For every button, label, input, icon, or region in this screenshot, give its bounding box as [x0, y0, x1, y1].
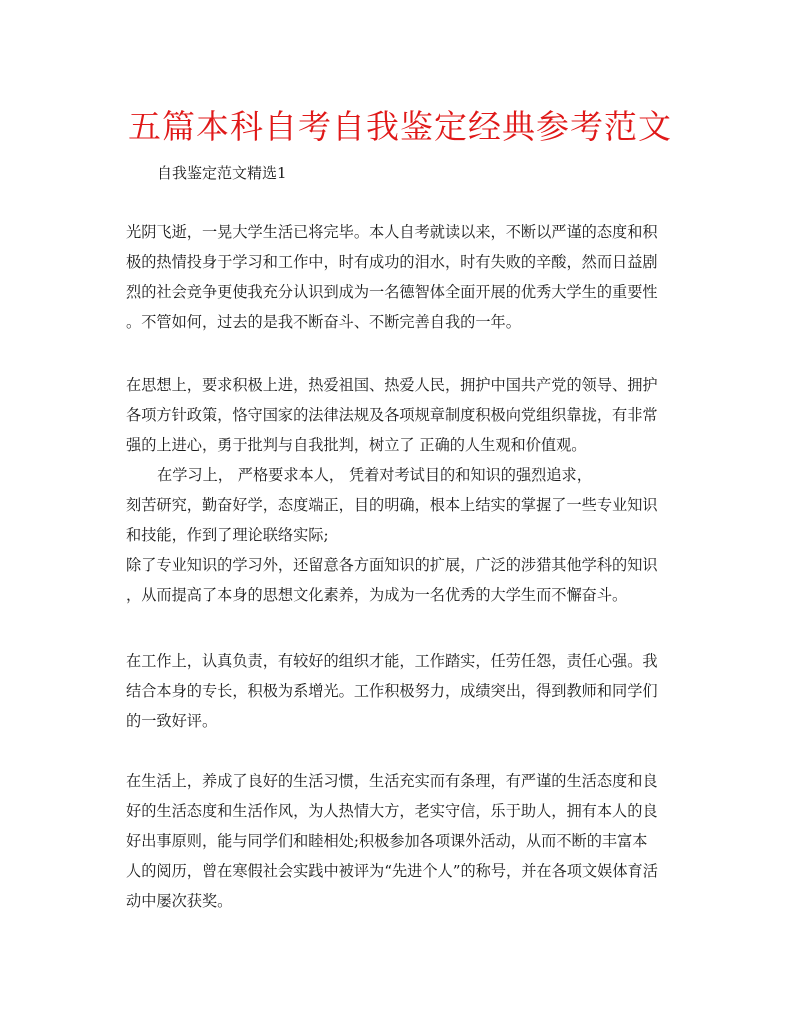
paragraph-life: [126, 766, 681, 916]
paragraph-line: 人的阅历，曾在寒假社会实践中被评为“先进个人”的称号，并在各项文娱体育活: [126, 862, 658, 880]
paragraph-line: 动中屡次获奖。: [126, 892, 233, 910]
paragraph-line: 在工作上，认真负责，有较好的组织才能，工作踏实，任劳任怨，责任心强。我: [126, 652, 658, 670]
paragraph-line: 光阴飞逝，一晃大学生活已将完毕。本人自考就读以来，不断以严谨的态度和积: [126, 223, 658, 241]
document-title: 五篇本科自考自我鉴定经典参考范文: [128, 107, 672, 146]
paragraph-line: 除了专业知识的学习外，还留意各方面知识的扩展，广泛的涉猎其他学科的知识: [126, 556, 658, 574]
paragraph-line: 的一致好评。: [126, 712, 218, 730]
paragraph-line: 极的热情投身于学习和工作中，时有成功的泪水，时有失败的辛酸，然而日益剧: [126, 253, 658, 271]
paragraph-line: 烈的社会竞争更使我充分认识到成为一名德智体全面开展的优秀大学生的重要性: [126, 283, 658, 301]
paragraph-line: 好的生活态度和生活作风，为人热情大方，老实守信，乐于助人，拥有本人的良: [126, 802, 658, 820]
paragraph-line: 。不管如何，过去的是我不断奋斗、不断完善自我的一年。: [126, 313, 521, 331]
paragraph-line: 和技能，作到了理论联络实际;: [126, 526, 329, 544]
paragraph-line: 在学习上， 严格要求本人， 凭着对考试目的和知识的强烈追求，: [157, 466, 592, 484]
paragraph-line: 结合本身的专长，积极为系增光。工作积极努力，成绩突出，得到教师和同学们: [126, 682, 658, 700]
paragraph-intro: [126, 217, 681, 337]
paragraph-thought: [126, 370, 681, 460]
document-subtitle: 自我鉴定范文精选1: [157, 164, 287, 182]
paragraph-line: 刻苦研究，勤奋好学，态度端正，目的明确，根本上结实的掌握了一些专业知识: [126, 496, 658, 514]
paragraph-line: 各项方针政策，恪守国家的法律法规及各项规章制度积极向党组织靠拢，有非常: [126, 406, 658, 424]
paragraph-line: 在生活上，养成了良好的生活习惯，生活充实而有条理，有严谨的生活态度和良: [126, 772, 658, 790]
paragraph-line: 强的上进心，勇于批判与自我批判，树立了 正确的人生观和价值观。: [126, 436, 587, 454]
paragraph-work: [126, 646, 681, 736]
paragraph-line: 在思想上，要求积极上进，热爱祖国、热爱人民，拥护中国共产党的领导、拥护: [126, 376, 658, 394]
paragraph-line: ，从而提高了本身的思想文化素养，为成为一名优秀的大学生而不懈奋斗。: [126, 586, 628, 604]
paragraph-line: 好出事原则，能与同学们和睦相处;积极参加各项课外活动，从而不断的丰富本: [126, 832, 648, 850]
paragraph-study: [126, 460, 681, 610]
